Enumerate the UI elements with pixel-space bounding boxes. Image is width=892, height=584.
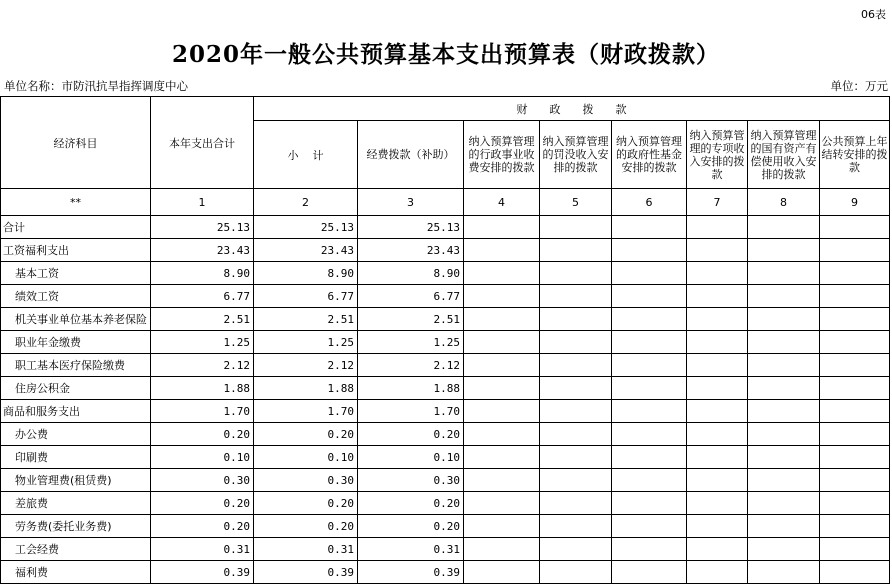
row-empty-cell: [820, 262, 890, 285]
row-empty-cell: [464, 400, 540, 423]
row-empty-cell: [820, 446, 890, 469]
row-funding: 0.20: [358, 492, 464, 515]
row-funding: 25.13: [358, 216, 464, 239]
row-empty-cell: [540, 561, 612, 584]
row-empty-cell: [464, 285, 540, 308]
row-subtotal: 0.20: [254, 423, 358, 446]
row-empty-cell: [748, 262, 820, 285]
row-empty-cell: [820, 538, 890, 561]
row-empty-cell: [687, 469, 748, 492]
row-subject: 绩效工资: [1, 285, 151, 308]
row-empty-cell: [540, 239, 612, 262]
table-row: [1, 400, 890, 423]
row-empty-cell: [748, 377, 820, 400]
row-empty-cell: [612, 469, 687, 492]
row-empty-cell: [687, 446, 748, 469]
row-empty-cell: [612, 561, 687, 584]
row-empty-cell: [464, 492, 540, 515]
header-carryover: 公共预算上年结转安排的拨款: [820, 121, 890, 189]
row-subtotal: 0.10: [254, 446, 358, 469]
index-cell: 2: [254, 189, 358, 216]
table-row: [1, 285, 890, 308]
table-row: [1, 515, 890, 538]
table-code: 06表: [861, 8, 886, 21]
row-empty-cell: [687, 423, 748, 446]
row-empty-cell: [464, 354, 540, 377]
row-empty-cell: [612, 216, 687, 239]
row-subject: 工资福利支出: [1, 239, 151, 262]
table-row: [1, 331, 890, 354]
row-empty-cell: [464, 377, 540, 400]
row-total: 25.13: [151, 216, 254, 239]
row-subtotal: 6.77: [254, 285, 358, 308]
row-total: 0.20: [151, 515, 254, 538]
row-empty-cell: [820, 216, 890, 239]
index-cell: 3: [358, 189, 464, 216]
table-row: [1, 423, 890, 446]
row-empty-cell: [820, 400, 890, 423]
row-empty-cell: [540, 262, 612, 285]
header-total: 本年支出合计: [151, 97, 254, 189]
table-row: [1, 469, 890, 492]
table-row: [1, 377, 890, 400]
row-empty-cell: [612, 377, 687, 400]
row-funding: 2.12: [358, 354, 464, 377]
table-body: [1, 216, 890, 584]
row-empty-cell: [540, 331, 612, 354]
row-total: 2.12: [151, 354, 254, 377]
unit-name: 单位名称：市防汛抗旱指挥调度中心: [4, 79, 188, 93]
header-subject: 经济科目: [1, 97, 151, 189]
row-subject: 印刷费: [1, 446, 151, 469]
row-empty-cell: [612, 331, 687, 354]
row-total: 0.20: [151, 423, 254, 446]
row-empty-cell: [612, 354, 687, 377]
row-subject: 办公费: [1, 423, 151, 446]
row-empty-cell: [748, 469, 820, 492]
row-total: 0.20: [151, 492, 254, 515]
row-funding: 1.88: [358, 377, 464, 400]
row-empty-cell: [540, 285, 612, 308]
row-total: 0.31: [151, 538, 254, 561]
row-subtotal: 1.25: [254, 331, 358, 354]
row-subtotal: 0.20: [254, 492, 358, 515]
row-subtotal: 1.88: [254, 377, 358, 400]
row-empty-cell: [612, 285, 687, 308]
header-funding: 经费拨款（补助）: [358, 121, 464, 189]
index-cell: 4: [464, 189, 540, 216]
row-empty-cell: [612, 400, 687, 423]
row-empty-cell: [820, 515, 890, 538]
row-empty-cell: [820, 492, 890, 515]
row-empty-cell: [748, 400, 820, 423]
row-empty-cell: [687, 354, 748, 377]
row-empty-cell: [820, 354, 890, 377]
row-subtotal: 0.30: [254, 469, 358, 492]
index-cell: 5: [540, 189, 612, 216]
row-empty-cell: [820, 239, 890, 262]
row-subtotal: 0.31: [254, 538, 358, 561]
table-row: [1, 308, 890, 331]
row-total: 0.39: [151, 561, 254, 584]
row-empty-cell: [687, 561, 748, 584]
row-empty-cell: [820, 469, 890, 492]
row-empty-cell: [464, 469, 540, 492]
row-empty-cell: [687, 515, 748, 538]
row-empty-cell: [540, 354, 612, 377]
row-funding: 0.31: [358, 538, 464, 561]
row-empty-cell: [464, 239, 540, 262]
row-empty-cell: [612, 239, 687, 262]
header-fines: 纳入预算管理的罚没收入安排的拨款: [540, 121, 612, 189]
row-subject: 职工基本医疗保险缴费: [1, 354, 151, 377]
row-subject: 住房公积金: [1, 377, 151, 400]
row-empty-cell: [687, 492, 748, 515]
row-total: 0.10: [151, 446, 254, 469]
row-total: 6.77: [151, 285, 254, 308]
row-funding: 6.77: [358, 285, 464, 308]
row-subject: 福利费: [1, 561, 151, 584]
row-subject: 工会经费: [1, 538, 151, 561]
header-state-asset: 纳入预算管理的国有资产有偿使用收入安排的拨款: [748, 121, 820, 189]
row-empty-cell: [464, 561, 540, 584]
row-empty-cell: [464, 216, 540, 239]
page-title: 2020年一般公共预算基本支出预算表（财政拨款）: [171, 41, 720, 68]
row-funding: 0.20: [358, 515, 464, 538]
row-subtotal: 2.51: [254, 308, 358, 331]
row-empty-cell: [464, 331, 540, 354]
header-admin-fee: 纳入预算管理的行政事业收费安排的拨款: [464, 121, 540, 189]
unit-label: 单位：万元: [830, 79, 888, 93]
header-subtotal: 小 计: [254, 121, 358, 189]
row-empty-cell: [464, 423, 540, 446]
row-empty-cell: [612, 538, 687, 561]
row-funding: 1.25: [358, 331, 464, 354]
row-total: 0.30: [151, 469, 254, 492]
row-funding: 1.70: [358, 400, 464, 423]
row-empty-cell: [748, 492, 820, 515]
row-empty-cell: [540, 377, 612, 400]
row-empty-cell: [612, 492, 687, 515]
table-row: [1, 354, 890, 377]
row-total: 23.43: [151, 239, 254, 262]
table-row: [1, 239, 890, 262]
row-empty-cell: [748, 446, 820, 469]
row-subject: 基本工资: [1, 262, 151, 285]
row-empty-cell: [820, 377, 890, 400]
row-funding: 0.30: [358, 469, 464, 492]
row-empty-cell: [540, 469, 612, 492]
row-total: 1.88: [151, 377, 254, 400]
row-empty-cell: [687, 308, 748, 331]
row-empty-cell: [540, 216, 612, 239]
row-empty-cell: [612, 515, 687, 538]
table-row: [1, 446, 890, 469]
row-empty-cell: [820, 331, 890, 354]
row-empty-cell: [687, 216, 748, 239]
row-empty-cell: [687, 377, 748, 400]
row-empty-cell: [748, 538, 820, 561]
row-subtotal: 25.13: [254, 216, 358, 239]
table-row: [1, 538, 890, 561]
row-empty-cell: [748, 216, 820, 239]
row-empty-cell: [820, 285, 890, 308]
row-total: 8.90: [151, 262, 254, 285]
row-subtotal: 1.70: [254, 400, 358, 423]
row-subtotal: 23.43: [254, 239, 358, 262]
header-fund: 纳入预算管理的政府性基金安排的拨款: [612, 121, 687, 189]
row-empty-cell: [748, 239, 820, 262]
row-empty-cell: [540, 423, 612, 446]
row-empty-cell: [612, 446, 687, 469]
row-empty-cell: [748, 561, 820, 584]
row-total: 1.25: [151, 331, 254, 354]
row-empty-cell: [748, 423, 820, 446]
row-empty-cell: [464, 308, 540, 331]
row-empty-cell: [748, 285, 820, 308]
row-empty-cell: [612, 262, 687, 285]
row-empty-cell: [540, 492, 612, 515]
table-row: [1, 561, 890, 584]
row-total: 1.70: [151, 400, 254, 423]
row-empty-cell: [820, 308, 890, 331]
row-empty-cell: [748, 308, 820, 331]
row-empty-cell: [612, 308, 687, 331]
row-empty-cell: [748, 331, 820, 354]
row-subtotal: 2.12: [254, 354, 358, 377]
row-subject: 物业管理费(租赁费): [1, 469, 151, 492]
row-empty-cell: [540, 538, 612, 561]
row-subject: 差旅费: [1, 492, 151, 515]
table-row: [1, 216, 890, 239]
row-empty-cell: [748, 515, 820, 538]
row-subtotal: 8.90: [254, 262, 358, 285]
row-funding: 0.20: [358, 423, 464, 446]
header-finance-group: 财政拨款: [254, 97, 890, 121]
table-row: [1, 492, 890, 515]
row-empty-cell: [687, 331, 748, 354]
row-subject: 劳务费(委托业务费): [1, 515, 151, 538]
header-special: 纳入预算管理的专项收入安排的拨款: [687, 121, 748, 189]
table-row: [1, 262, 890, 285]
row-funding: 0.10: [358, 446, 464, 469]
row-empty-cell: [687, 262, 748, 285]
row-empty-cell: [464, 538, 540, 561]
index-cell: 9: [820, 189, 890, 216]
row-subject: 职业年金缴费: [1, 331, 151, 354]
row-empty-cell: [820, 561, 890, 584]
row-subject: 机关事业单位基本养老保险: [1, 308, 151, 331]
row-empty-cell: [687, 285, 748, 308]
row-subject: 商品和服务支出: [1, 400, 151, 423]
row-empty-cell: [464, 515, 540, 538]
index-cell: 1: [151, 189, 254, 216]
row-empty-cell: [820, 423, 890, 446]
row-empty-cell: [612, 423, 687, 446]
row-empty-cell: [687, 538, 748, 561]
row-subject: 合计: [1, 216, 151, 239]
budget-table: [0, 96, 890, 584]
row-empty-cell: [748, 354, 820, 377]
row-empty-cell: [540, 308, 612, 331]
row-empty-cell: [464, 262, 540, 285]
row-total: 2.51: [151, 308, 254, 331]
row-funding: 23.43: [358, 239, 464, 262]
index-cell: 6: [612, 189, 687, 216]
row-funding: 8.90: [358, 262, 464, 285]
row-funding: 2.51: [358, 308, 464, 331]
row-funding: 0.39: [358, 561, 464, 584]
row-subtotal: 0.39: [254, 561, 358, 584]
row-empty-cell: [540, 446, 612, 469]
index-cell: 8: [748, 189, 820, 216]
row-subtotal: 0.20: [254, 515, 358, 538]
row-empty-cell: [540, 400, 612, 423]
index-subject: **: [1, 189, 151, 216]
index-cell: 7: [687, 189, 748, 216]
row-empty-cell: [687, 400, 748, 423]
row-empty-cell: [464, 446, 540, 469]
row-empty-cell: [687, 239, 748, 262]
row-empty-cell: [540, 515, 612, 538]
